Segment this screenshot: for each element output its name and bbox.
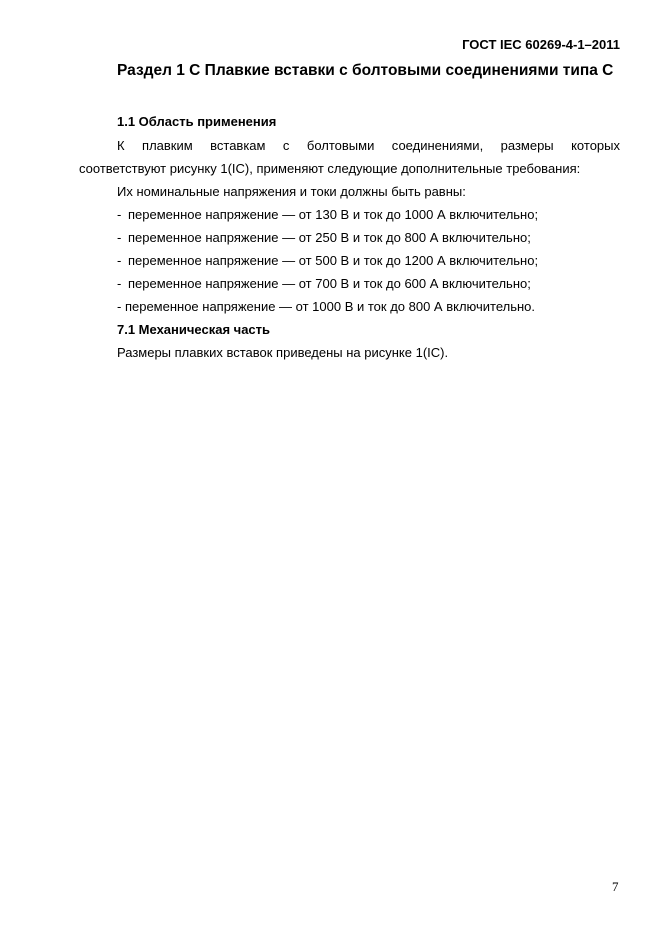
rating-item bbox=[117, 299, 535, 314]
rating-text: переменное напряжение — от 250 В и ток до 800 А включительно; bbox=[128, 230, 531, 245]
rating-text: переменное напряжение — от 500 В и ток до 1200 А включительно; bbox=[128, 253, 539, 268]
document-code: ГОСТ IEC 60269-4-1–2011 bbox=[462, 37, 620, 52]
rating-text: переменное напряжение — от 700 В и ток до 600 А включительно; bbox=[128, 276, 531, 291]
list-dash: - bbox=[117, 276, 122, 291]
scope-intro-line1: К плавким вставкам с болтовыми соединениями, размеры которых bbox=[117, 138, 620, 153]
list-dash: - bbox=[117, 207, 122, 222]
mechanical-text: Размеры плавких вставок приведены на рисунке 1(IC). bbox=[117, 345, 449, 360]
page-number: 7 bbox=[612, 879, 619, 894]
scope-heading: 1.1 Область применения bbox=[117, 114, 277, 129]
rating-text: - переменное напряжение — от 1000 В и ток до 800 А включительно. bbox=[117, 299, 536, 314]
list-dash: - bbox=[117, 230, 122, 245]
mechanical-heading: 7.1 Механическая часть bbox=[117, 322, 271, 337]
list-dash: - bbox=[117, 253, 122, 268]
section-title: Раздел 1 С Плавкие вставки с болтовыми соединениями типа С bbox=[117, 62, 614, 79]
ratings-intro: Их номинальные напряжения и токи должны быть равны: bbox=[117, 184, 466, 199]
rating-item bbox=[117, 207, 538, 222]
rating-item bbox=[117, 230, 531, 245]
rating-text: переменное напряжение — от 130 В и ток до 1000 А включительно; bbox=[128, 207, 539, 222]
rating-item bbox=[117, 276, 531, 291]
rating-item bbox=[117, 253, 538, 268]
scope-intro-line2: соответствуют рисунку 1(IC), применяют следующие дополнительные требования: bbox=[79, 161, 581, 176]
